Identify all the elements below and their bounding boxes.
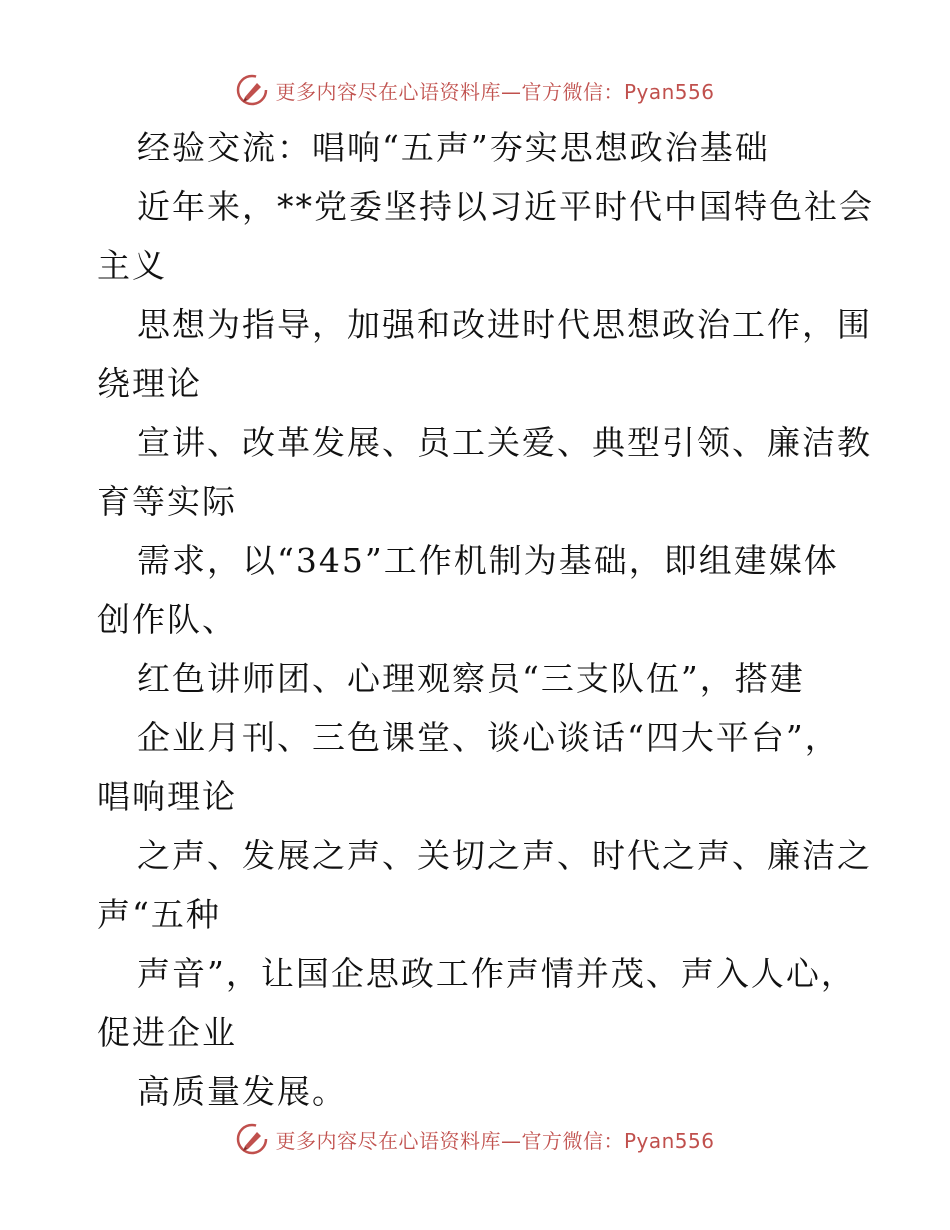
- document-title: 经验交流：唱响“五声”夯实思想政治基础: [137, 128, 770, 167]
- text-line: 近年来，**党委坚持以习近平时代中国特色社会: [137, 187, 874, 226]
- text-line: 红色讲师团、心理观察员“三支队伍”，搭建: [137, 659, 805, 698]
- text-line: 主义: [97, 246, 167, 285]
- banner-text: 更多内容尽在心语资料库—官方微信：Pyan556: [275, 79, 715, 104]
- text-line: 创作队、: [97, 600, 237, 639]
- text-line: 之声、发展之声、关切之声、时代之声、廉洁之: [137, 836, 872, 875]
- pen-nib-logo-icon: [235, 73, 269, 107]
- footer-banner: [0, 1119, 950, 1159]
- text-line: 宣讲、改革发展、员工关爱、典型引领、廉洁教: [137, 423, 872, 462]
- text-line: 需求，以“345”工作机制为基础，即组建媒体: [137, 541, 839, 580]
- text-line: 促进企业: [97, 1013, 237, 1052]
- document-body: [0, 118, 950, 1121]
- text-line: 思想为指导，加强和改进时代思想政治工作，围: [137, 305, 872, 344]
- banner-text: 更多内容尽在心语资料库—官方微信：Pyan556: [275, 1128, 715, 1153]
- text-line: 声音”，让国企思政工作声情并茂、声入人心，: [137, 954, 856, 993]
- text-line: 绕理论: [97, 364, 202, 403]
- header-banner: [0, 70, 950, 110]
- text-line: 唱响理论: [97, 777, 237, 816]
- text-line: 声“五种: [97, 895, 221, 934]
- text-line: 育等实际: [97, 482, 237, 521]
- text-line: 企业月刊、三色课堂、谈心谈话“四大平台”，: [137, 718, 840, 757]
- text-line: 高质量发展。: [137, 1072, 347, 1111]
- pen-nib-logo-icon: [235, 1122, 269, 1156]
